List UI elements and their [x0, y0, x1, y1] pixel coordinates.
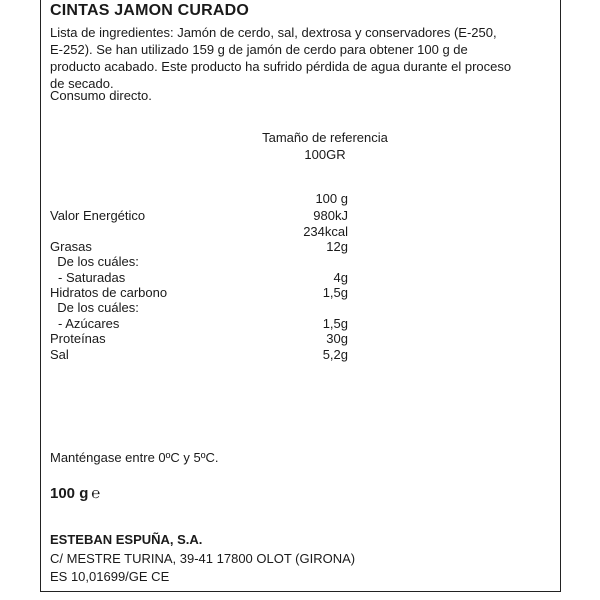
nutrition-row-value: 4g [333, 270, 348, 285]
company-name: ESTEBAN ESPUÑA, S.A. [50, 532, 203, 547]
nutrition-row-label: Grasas [50, 239, 92, 254]
nutrition-row-value: 30g [326, 331, 348, 346]
nutrition-row-value: 12g [326, 239, 348, 254]
reference-size-value: 100GR [304, 147, 346, 162]
nutrition-row-label: De los cuáles: [50, 300, 139, 315]
nutrition-row-label: Hidratos de carbono [50, 285, 168, 300]
nutrition-column-header: 100 g [315, 191, 348, 206]
ingredients-line: producto acabado. Este producto ha sufrido pérdida de agua durante el proceso [50, 59, 512, 74]
company-address: C/ MESTRE TURINA, 39-41 17800 OLOT (GIRONA) [50, 551, 356, 566]
nutrition-row-label: - Azúcares [58, 316, 120, 331]
nutrition-row-label: Sal [50, 347, 69, 362]
nutrition-row-value: 234kcal [303, 224, 348, 239]
reference-size-label: Tamaño de referencia [262, 130, 388, 145]
nutrition-row-label: Proteínas [50, 331, 106, 346]
consumption-note: Consumo directo. [50, 88, 152, 103]
nutrition-row-value: 5,2g [322, 347, 348, 362]
net-weight-value: 100 g [50, 485, 89, 502]
ingredients-text [50, 24, 530, 92]
product-title: CINTAS JAMON CURADO [50, 2, 250, 19]
storage-instructions: Manténgase entre 0ºC y 5ºC. [50, 450, 219, 465]
nutrition-row-value: 1,5g [322, 316, 348, 331]
nutrition-row-label: - Saturadas [58, 270, 126, 285]
ingredients-line: E-252). Se han utilizado 159 g de jamón de cerdo para obtener 100 g de [50, 42, 468, 57]
ingredients-line: de secado. [50, 76, 114, 91]
ingredients-line: Lista de ingredientes: Jamón de cerdo, sal, dextrosa y conservadores (E-250, [50, 25, 497, 40]
estimated-sign-icon: ℮ [91, 485, 101, 502]
nutrition-row-value: 1,5g [322, 285, 348, 300]
health-registry: ES 10,01699/GE CE [50, 569, 170, 584]
nutrition-row-label: De los cuáles: [50, 254, 139, 269]
nutrition-row-value: 980kJ [313, 208, 348, 223]
net-weight [50, 485, 100, 502]
nutrition-row-label: Valor Energético [50, 208, 146, 223]
